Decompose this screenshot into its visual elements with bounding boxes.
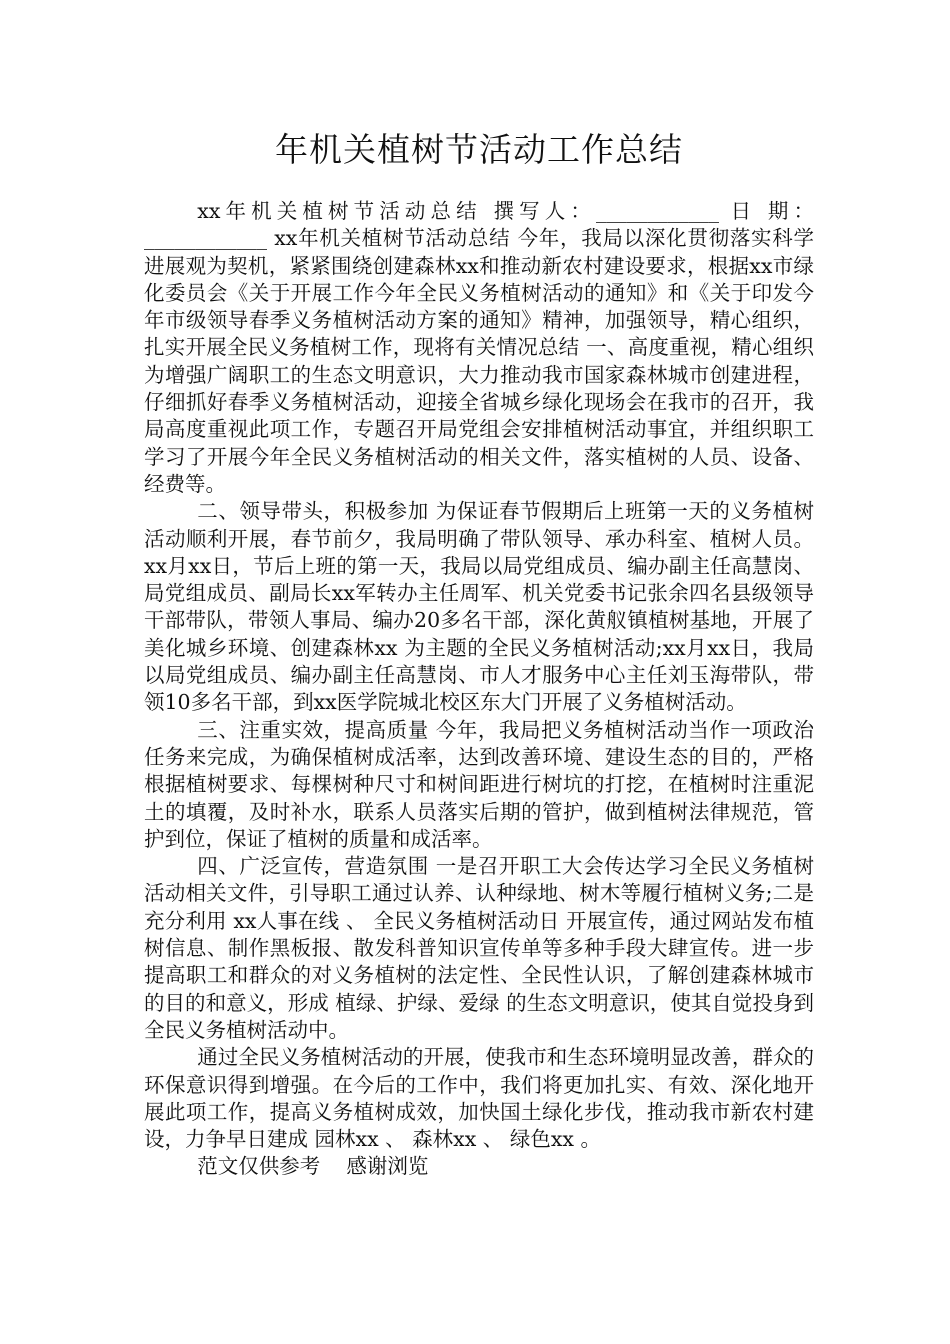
paragraph-publicity: 四、广泛宣传，营造氛围 一是召开职工大会传达学习全民义务植树活动相关文件，引导职工通过认养、认种绿地、树木等履行植树义务;二是充分利用 xx人事在线 、 全民义务植树活动日 开展宣传，通过网站发布植树信息、制作黑板报、散发科普知识宣传单等多种手段大肆宣传。进一步提高职工和群众的对义务植树的法定性、全民性认识，了解创建森林城市的目的和意义，形成 植绿、护绿、爱绿 的生态文明意识，使其自觉投身到全民义务植树活动中。	[144, 854, 814, 1042]
document-title: 年机关植树节活动工作总结	[275, 130, 683, 169]
paragraph-leadership: 二、领导带头，积极参加 为保证春节假期后上班第一天的义务植树活动顺利开展，春节前夕，我局明确了带队领导、承办科室、植树人员。xx月xx日，节后上班的第一天，我局以局党组成员、编办副主任高慧岗、局党组成员、副局长xx军转办主任周军、机关党委书记张余四名县级领导干部带队，带领人事局、编办20多名干部，深化黄舣镇植树基地，开展了 美化城乡环境、创建森林xx 为主题的全民义务植树活动;xx月xx日，我局以局党组成员、编办副主任高慧岗、市人才服务中心主任刘玉海带队，带领10多名干部，到xx医学院城北校区东大门开展了义务植树活动。	[144, 499, 814, 715]
footer-note: 范文仅供参考 感谢浏览	[197, 1154, 429, 1179]
paragraph-conclusion: 通过全民义务植树活动的开展，使我市和生态环境明显改善，群众的环保意识得到增强。在今后的工作中，我们将更加扎实、有效、深化地开展此项工作，提高义务植树成效，加快国土绿化步伐，推动我市新农村建设，力争早日建成 园林xx 、 森林xx 、 绿色xx 。	[144, 1045, 814, 1152]
document-body	[144, 198, 814, 1181]
document-page	[144, 0, 814, 1181]
paragraph-quality: 三、注重实效，提高质量 今年，我局把义务植树活动当作一项政治任务来完成，为确保植树成活率，达到改善环境、建设生态的目的，严格根据植树要求、每棵树种尺寸和树间距进行树坑的打挖，在植树时注重泥土的填覆，及时补水，联系人员落实后期的管护，做到植树法律规范，管护到位，保证了植树的质量和成活率。	[144, 717, 814, 851]
paragraph-intro: xx年机关植树节活动总结 撰写人：____________ 日 期：____________ xx年机关植树节活动总结 今年，我局以深化贯彻落实科学进展观为契机，紧紧围绕创建森林xx和推动新农村建设要求，根据xx市绿化委员会《关于开展工作今年全民义务植树活动的通知》和《关于印发今年市级领导春季义务植树活动方案的通知》精神，加强领导，精心组织，扎实开展全民义务植树工作，现将有关情况总结 一、高度重视，精心组织 为增强广阔职工的生态文明意识，大力推动我市国家森林城市创建进程，仔细抓好春季义务植树活动，迎接全省城乡绿化现场会在我市的召开，我局高度重视此项工作，专题召开局党组会安排植树活动事宜，并组织职工学习了开展今年全民义务植树活动的相关文件，落实植树的人员、设备、经费等。	[144, 199, 814, 496]
